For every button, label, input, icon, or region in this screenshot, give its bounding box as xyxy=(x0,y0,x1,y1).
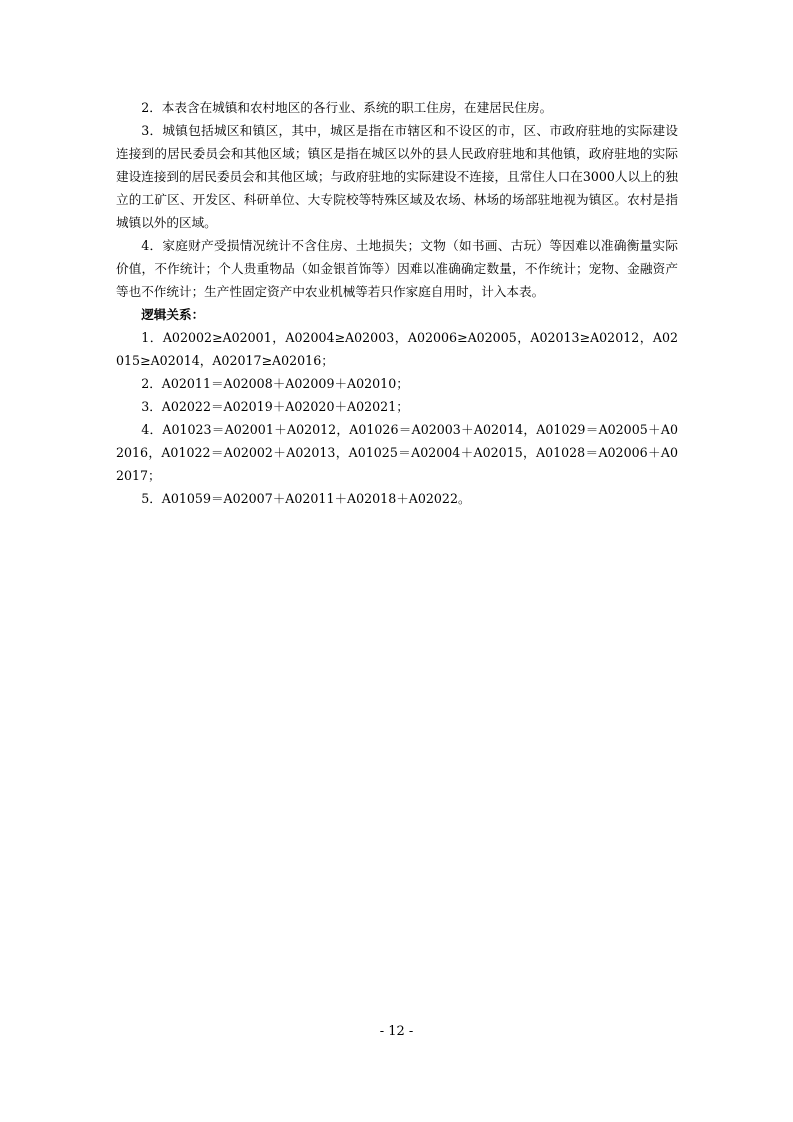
note-item-4: 4．家庭财产受损情况统计不含住房、土地损失；文物（如书画、古玩）等因难以准确衡量实际价值，不作统计；个人贵重物品（如金银首饰等）因难以准确确定数量，不作统计；宠物、金融资产等也不作统计；生产性固定资产中农业机械等若只作家庭自用时，计入本表。 xyxy=(116,238,678,299)
note-item-2: 2．本表含在城镇和农村地区的各行业、系统的职工住房，在建居民住房。 xyxy=(141,100,553,115)
logic-item-3: 3．A02022＝A02019＋A02020＋A02021； xyxy=(141,399,409,414)
logic-heading: 逻辑关系： xyxy=(141,307,205,322)
logic-item-1: 1．A02002≥A02001，A02004≥A02003，A02006≥A02005，A02013≥A02012，A02015≥A02014，A02017≥A02016； xyxy=(116,330,678,368)
logic-item-4: 4．A01023＝A02001＋A02012，A01026＝A02003＋A02014，A01029＝A02005＋A02016，A01022＝A02002＋A02013，A01025＝A02004＋A02015，A01028＝A02006＋A02017； xyxy=(116,422,678,483)
logic-item-5: 5．A01059＝A02007＋A02011＋A02018＋A02022。 xyxy=(141,491,471,506)
page-number: - 12 - xyxy=(379,1024,414,1039)
page-content xyxy=(116,96,678,510)
logic-item-2: 2．A02011＝A02008＋A02009＋A02010； xyxy=(141,376,409,391)
note-item-3: 3．城镇包括城区和镇区，其中，城区是指在市辖区和不设区的市，区、市政府驻地的实际建设连接到的居民委员会和其他区域；镇区是指在城区以外的县人民政府驻地和其他镇，政府驻地的实际建设连接到的居民委员会和其他区域；与政府驻地的实际建设不连接，且常住人口在3000人以上的独立的工矿区、开发区、科研单位、大专院校等特殊区域及农场、林场的场部驻地视为镇区。农村是指城镇以外的区域。 xyxy=(116,123,678,230)
